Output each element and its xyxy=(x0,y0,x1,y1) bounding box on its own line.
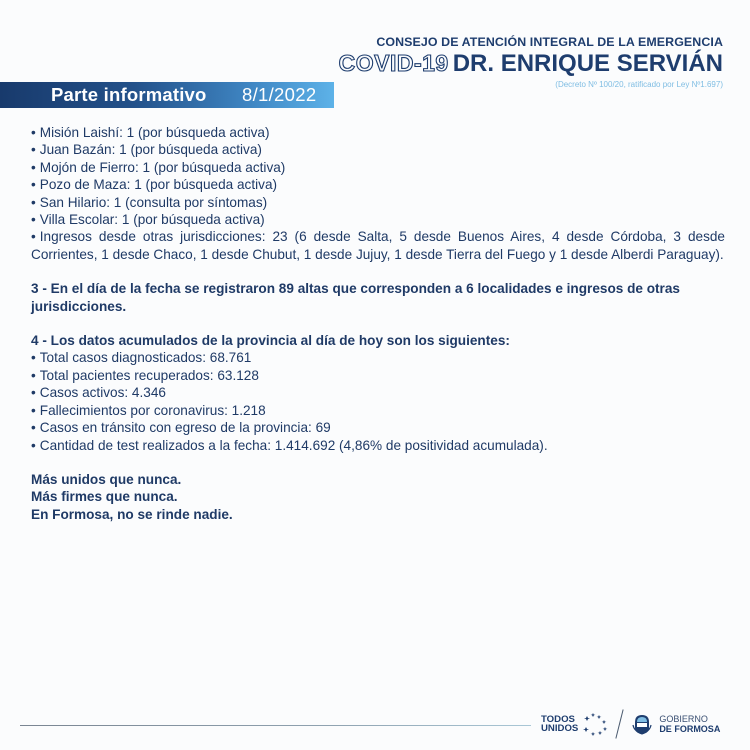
report-banner xyxy=(0,82,334,108)
stars-circle-icon xyxy=(581,712,609,736)
bullet-icon: • xyxy=(31,229,36,245)
bullet-icon: • xyxy=(31,212,36,228)
section-4-heading: 4 - Los datos acumulados de la provincia al día de hoy son los siguientes: xyxy=(31,333,510,349)
logo-divider xyxy=(616,709,624,738)
covid-title-line xyxy=(339,51,723,78)
section-3-discharges: 3 - En el día de la fecha se registraron 89 altas que corresponden a 6 localidades e ingresos de otras jurisdicciones. xyxy=(31,281,680,314)
list-item: • Mojón de Fierro: 1 (por búsqueda activa) xyxy=(31,159,286,175)
todos-unidos-logo: TODOS UNIDOS xyxy=(541,713,579,734)
covid-label: COVID-19 xyxy=(338,50,449,76)
bullet-icon: • xyxy=(31,142,36,158)
decree-note: (Decreto Nº 100/20, ratificado por Ley Nº1.697) xyxy=(555,80,723,89)
list-item: • Casos en tránsito con egreso de la provincia: 69 xyxy=(31,420,331,436)
bullet-icon: • xyxy=(31,194,36,210)
list-item: • Villa Escolar: 1 (por búsqueda activa) xyxy=(31,212,265,228)
bullet-icon: • xyxy=(31,437,36,453)
slogan-line-1: Más unidos que nunca. xyxy=(31,471,182,487)
list-item: • Pozo de Maza: 1 (por búsqueda activa) xyxy=(31,177,278,193)
bullet-icon: • xyxy=(31,350,36,366)
bullet-icon: • xyxy=(31,420,36,436)
bullet-icon: • xyxy=(31,402,36,418)
doctor-name: DR. ENRIQUE SERVIÁN xyxy=(452,50,723,77)
banner-title: Parte informativo xyxy=(51,84,207,105)
list-item: • Juan Bazán: 1 (por búsqueda activa) xyxy=(31,142,262,158)
list-item: • Casos activos: 4.346 xyxy=(31,385,166,401)
list-item: • Fallecimientos por coronavirus: 1.218 xyxy=(31,402,266,418)
bullet-icon: • xyxy=(31,385,36,401)
list-item: • Misión Laishí: 1 (por búsqueda activa) xyxy=(31,125,270,140)
report-content xyxy=(31,124,725,523)
cumulative-stats-list xyxy=(31,349,725,453)
list-item: • San Hilario: 1 (consulta por síntomas) xyxy=(31,194,268,210)
list-item-other-jurisdictions: • Ingresos desde otras jurisdicciones: 23 (6 desde Salta, 5 desde Buenos Aires, 4 desde Córdoba, 3 desde Corrientes, 1 desde Chaco, 1 desde Chubut, 1 desde Jujuy, 1 desde Tierra del Fuego y 1 desde Alberdi Paraguay). xyxy=(31,229,725,262)
bullet-icon: • xyxy=(31,159,36,175)
coat-of-arms-icon xyxy=(632,713,652,735)
footer-logos xyxy=(541,708,720,740)
bullet-icon: • xyxy=(31,367,36,383)
localities-list xyxy=(31,124,725,263)
council-title: CONSEJO DE ATENCIÓN INTEGRAL DE LA EMERGENCIA xyxy=(376,35,723,49)
list-item: • Cantidad de test realizados a la fecha: 1.414.692 (4,86% de positividad acumulada). xyxy=(31,437,548,453)
banner-date: 8/1/2022 xyxy=(242,84,317,105)
bullet-icon: • xyxy=(31,177,36,193)
slogan-line-2: Más firmes que nunca. xyxy=(31,489,178,505)
list-item: • Total casos diagnosticados: 68.761 xyxy=(31,350,252,366)
list-item: • Total pacientes recuperados: 63.128 xyxy=(31,367,259,383)
slogan xyxy=(31,471,725,523)
footer-divider xyxy=(20,725,531,726)
header xyxy=(339,35,723,90)
bullet-icon: • xyxy=(31,125,36,140)
gobierno-formosa-logo: GOBIERNO DE FORMOSA xyxy=(659,713,721,734)
slogan-line-3: En Formosa, no se rinde nadie. xyxy=(31,506,233,522)
